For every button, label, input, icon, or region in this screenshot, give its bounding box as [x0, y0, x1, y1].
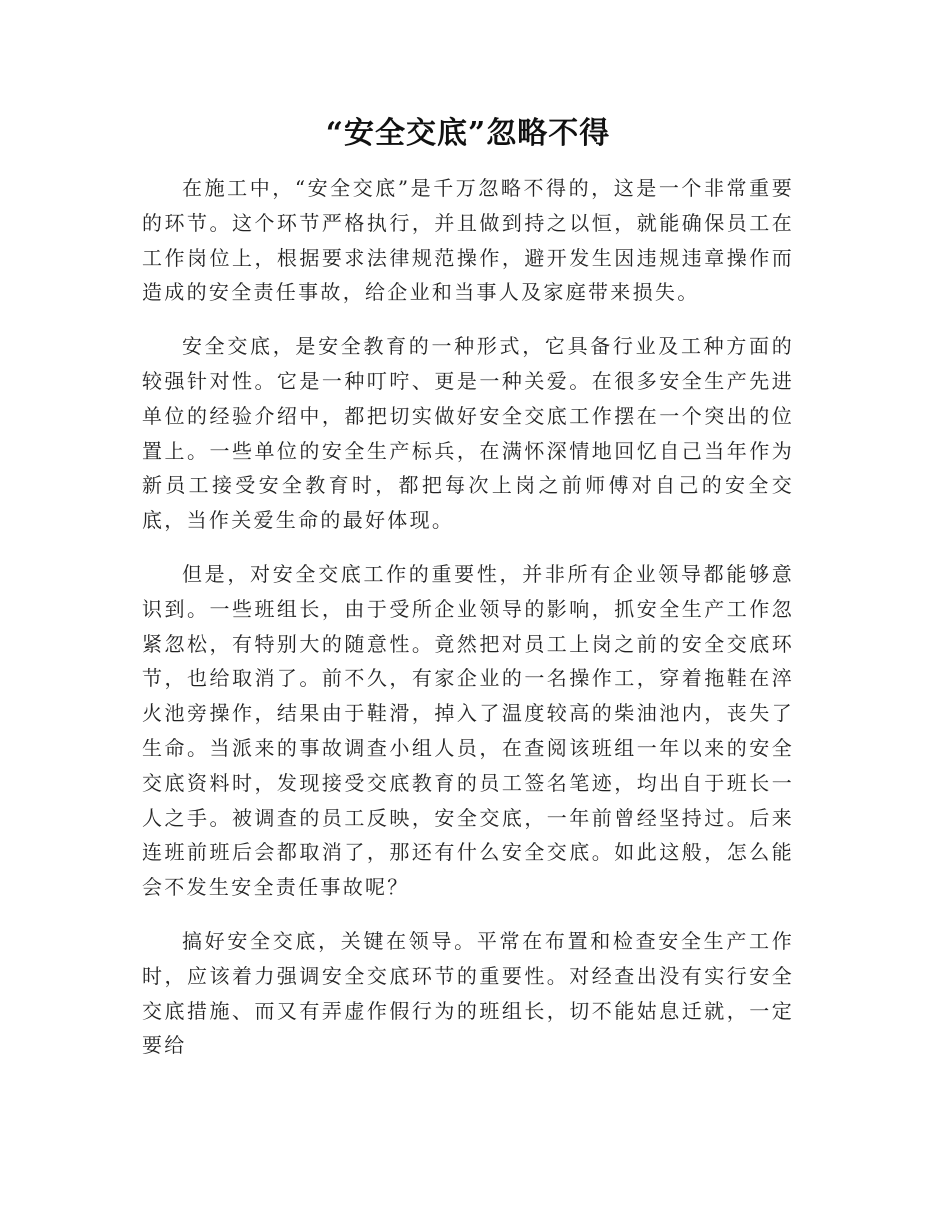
paragraph-3: 但是，对安全交底工作的重要性，并非所有企业领导都能够意识到。一些班组长，由于受所企业领导的影响，抓安全生产工作忽紧忽松，有特别大的随意性。竟然把对员工上岗之前的安全交底环节，也给取消了。前不久，有家企业的一名操作工，穿着拖鞋在淬火池旁操作，结果由于鞋滑，掉入了温度较高的柴油池内，丧失了生命。当派来的事故调查小组人员，在查阅该班组一年以来的安全交底资料时，发现接受交底教育的员工签名笔迹，均出自于班长一人之手。被调查的员工反映，安全交底，一年前曾经坚持过。后来连班前班后会都取消了，那还有什么安全交底。如此这般，怎么能会不发生安全责任事故呢？: [142, 561, 794, 900]
paragraph-2: 安全交底，是安全教育的一种形式，它具备行业及工种方面的较强针对性。它是一种叮咛、更是一种关爱。在很多安全生产先进单位的经验介绍中，都把切实做好安全交底工作摆在一个突出的位置上。一些单位的安全生产标兵，在满怀深情地回忆自己当年作为新员工接受安全教育时，都把每次上岗之前师傅对自己的安全交底，当作关爱生命的最好体现。: [142, 334, 794, 533]
document-page: [142, 106, 794, 1063]
paragraph-1: 在施工中，“安全交底”是千万忽略不得的，这是一个非常重要的环节。这个环节严格执行，并且做到持之以恒，就能确保员工在工作岗位上，根据要求法律规范操作，避开发生因违规违章操作而造成的安全责任事故，给企业和当事人及家庭带来损失。: [142, 176, 794, 305]
paragraph-4: 搞好安全交底，关键在领导。平常在布置和检查安全生产工作时，应该着力强调安全交底环节的重要性。对经查出没有实行安全交底措施、而又有弄虚作假行为的班组长，切不能姑息迁就，一定要给: [142, 928, 794, 1058]
page-title: “安全交底”忽略不得: [325, 116, 611, 151]
